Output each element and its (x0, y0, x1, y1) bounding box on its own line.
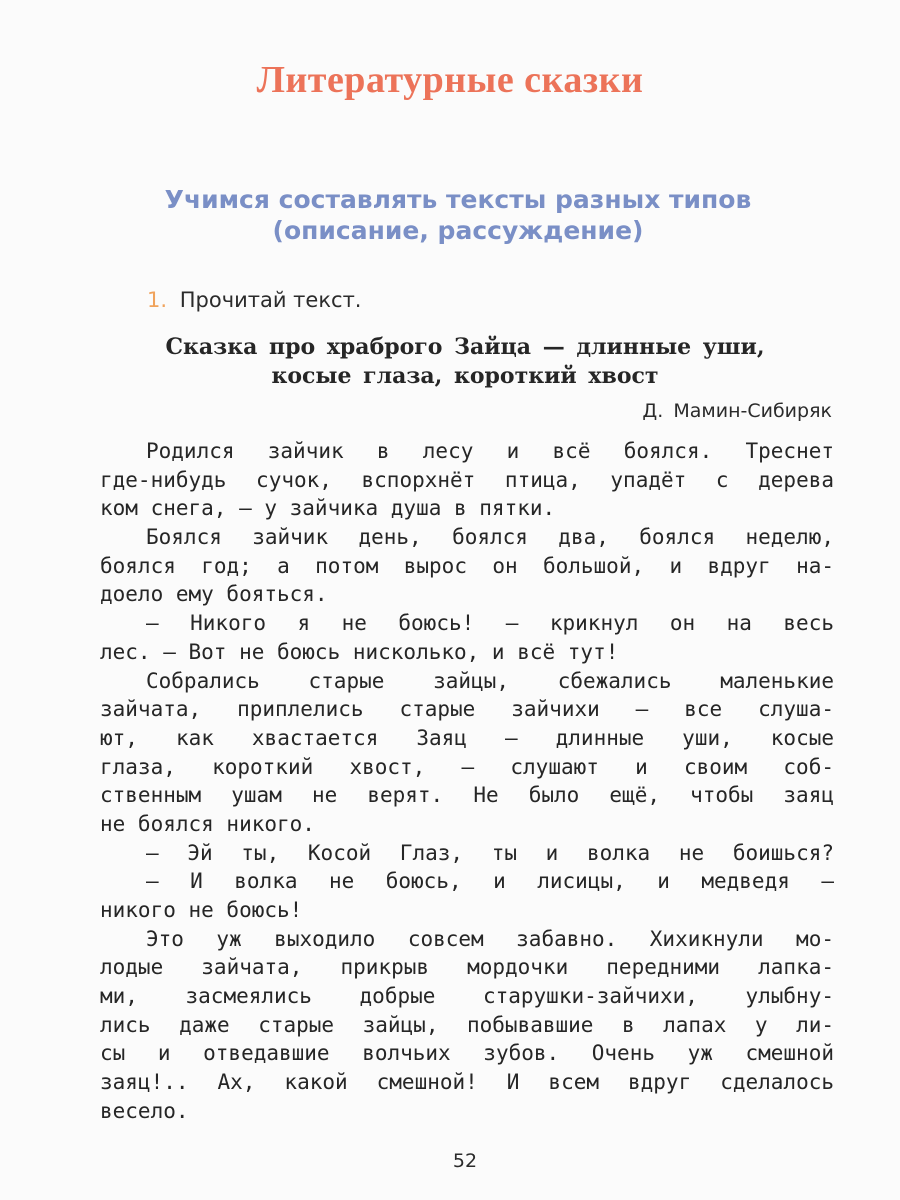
story-line: лись даже старые зайцы, побывавшие в лапах у ли- (100, 1012, 834, 1037)
story-text (100, 437, 834, 1126)
story-line: Родился зайчик в лесу и всё боялся. Треснет (146, 439, 834, 463)
story-line: Собрались старые зайцы, сбежались маленькие (146, 668, 834, 693)
story-line: глаза, короткий хвост, — слушают и своим соб- (100, 754, 834, 779)
story-line: — Никого я не боюсь! — крикнул он на весь (146, 611, 834, 636)
story-line: доело ему бояться. (100, 582, 328, 607)
story-line: Боялся зайчик день, боялся два, боялся неделю, (146, 525, 834, 550)
section-title-line-2: (описание, рассуждение) (272, 216, 644, 245)
story-line: сы и отведавшие волчьих зубов. Очень уж смешной (100, 1041, 834, 1066)
story-line: Это уж выходило совсем забавно. Хихикнули мо- (146, 926, 834, 951)
story-line: заяц!.. Ах, какой смешной! И всем вдруг сделалось (100, 1070, 834, 1095)
task-text: Прочитай текст. (179, 288, 362, 312)
story-line: ют, как хвастается Заяц — длинные уши, косые (100, 725, 834, 750)
story-line: где-нибудь сучок, вспорхнёт птица, упадёт с дерева (100, 467, 834, 492)
task-instruction (147, 288, 361, 312)
story-line: никого не боюсь! (100, 898, 303, 922)
story-line: не боялся никого. (100, 811, 315, 836)
story-title (0, 333, 900, 391)
story-line: — И волка не боюсь, и лисицы, и медведя — (146, 869, 834, 894)
story-line: зайчата, приплелись старые зайчихи — все слуша- (100, 697, 834, 722)
task-number: 1. (147, 288, 168, 312)
story-line: ми, засмеялись добрые старушки-зайчихи, улыбну- (100, 984, 834, 1009)
story-title-line-1: Сказка про храброго Зайца — длинные уши, (165, 334, 765, 360)
story-line: ственным ушам не верят. Не было ещё, чтобы заяц (100, 783, 834, 808)
section-title (0, 184, 900, 246)
section-title-line-1: Учимся составлять тексты разных типов (164, 185, 752, 214)
story-author: Д. Мамин-Сибиряк (642, 400, 832, 422)
story-line: — Эй ты, Косой Глаз, ты и волка не боишься? (146, 840, 834, 865)
page-title: Литературные сказки (256, 59, 644, 101)
story-line: весело. (100, 1098, 189, 1123)
story-line: ком снега, — у зайчика душа в пятки. (100, 496, 556, 521)
story-line: лес. — Вот не боюсь нисколько, и всё тут! (100, 639, 619, 664)
page-number: 52 (452, 1150, 478, 1172)
story-title-line-2: косые глаза, короткий хвост (271, 363, 659, 389)
story-line: боялся год; а потом вырос он большой, и вдруг на- (100, 553, 834, 578)
story-line: лодые зайчата, прикрыв мордочки передними лапка- (100, 955, 834, 980)
